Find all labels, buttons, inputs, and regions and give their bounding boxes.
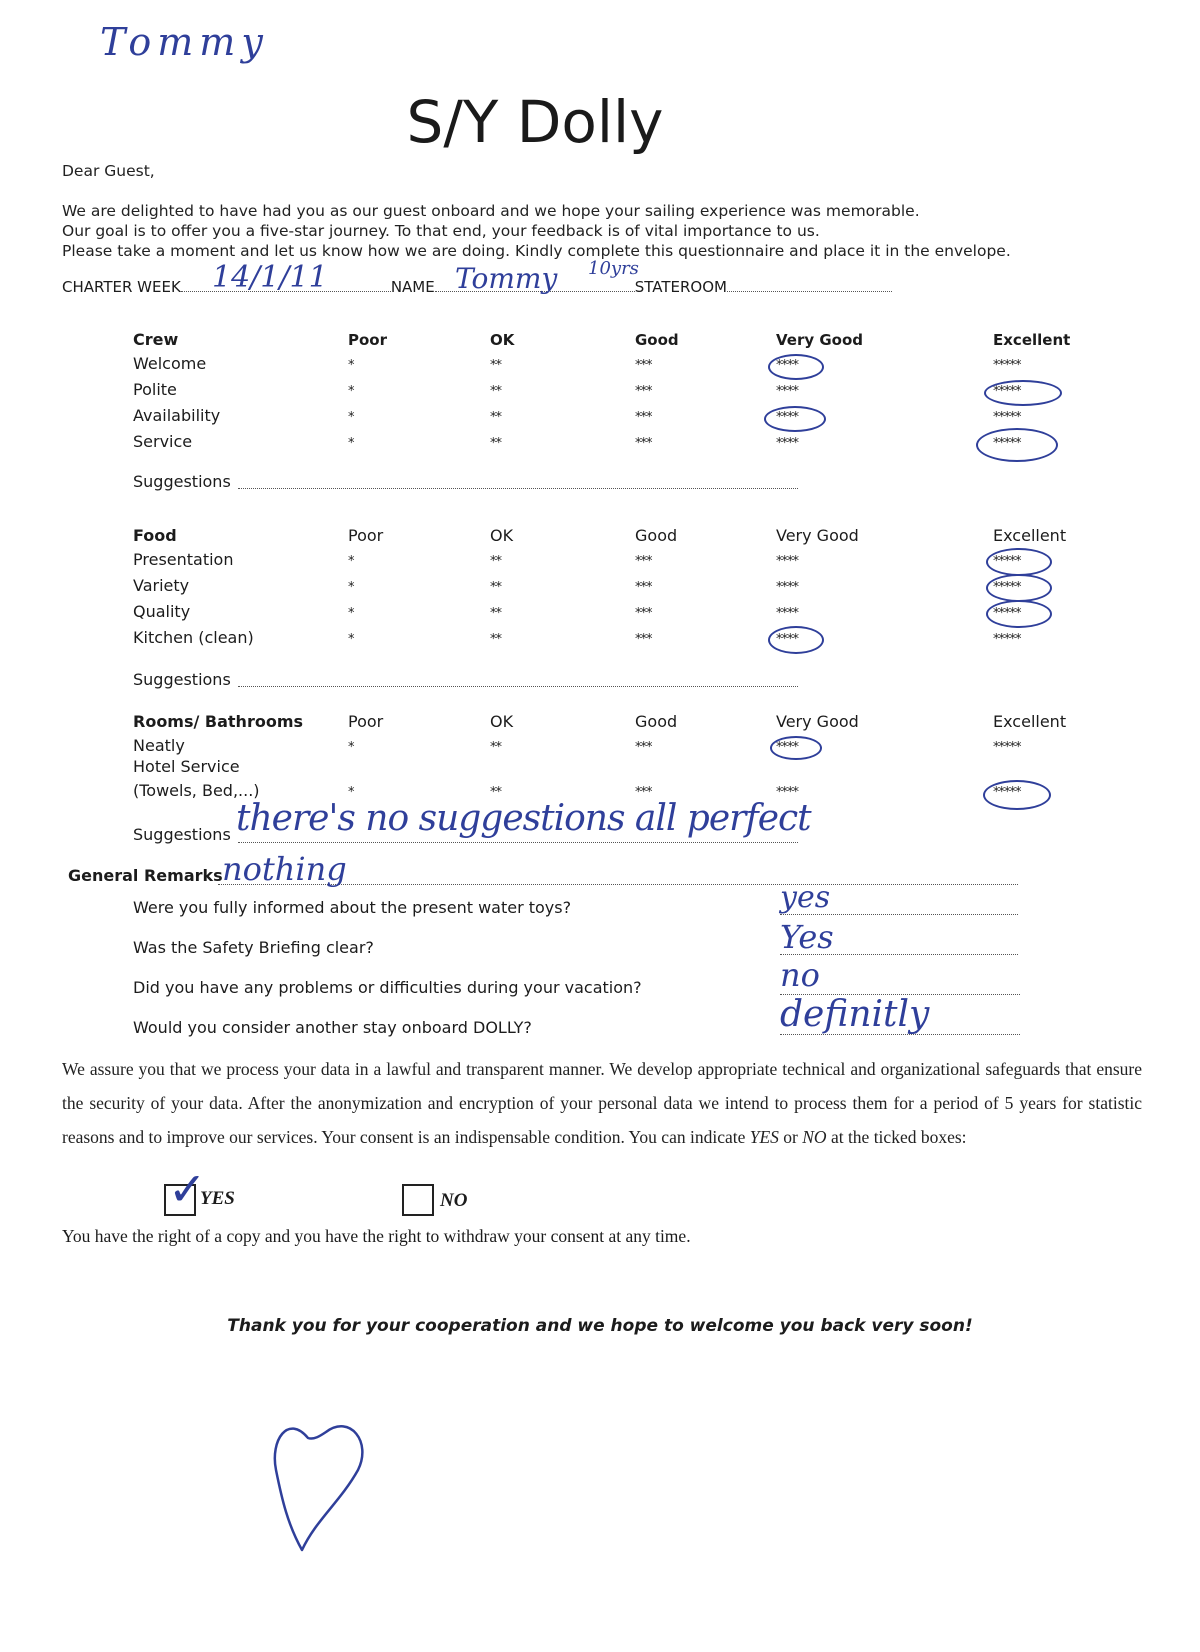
crew-welcome-2star[interactable]: ** bbox=[490, 358, 501, 373]
rooms-item-neatly: Neatly bbox=[133, 736, 185, 755]
crew-polite-3star[interactable]: *** bbox=[635, 384, 652, 399]
rooms-header-very-good: Very Good bbox=[776, 712, 859, 731]
crew-welcome-4star[interactable]: **** bbox=[776, 358, 798, 373]
rooms-item-hotel-service: Hotel Service bbox=[133, 757, 240, 776]
rooms-header-ok: OK bbox=[490, 712, 514, 731]
privacy-yes-word: YES bbox=[749, 1127, 779, 1147]
handwritten-safety-answer: Yes bbox=[780, 918, 834, 956]
rooms-neatly-3star[interactable]: *** bbox=[635, 740, 652, 755]
food-variety-2star[interactable]: ** bbox=[490, 580, 501, 595]
crew-section-title: Crew bbox=[133, 330, 179, 349]
food-suggestions-label: Suggestions bbox=[133, 670, 231, 689]
copy-right-notice: You have the right of a copy and you have the right to withdraw your consent at any time. bbox=[62, 1226, 691, 1246]
question-stay-again: Would you consider another stay onboard DOLLY? bbox=[133, 1018, 532, 1037]
food-presentation-3star[interactable]: *** bbox=[635, 554, 652, 569]
handwritten-name: Tommy bbox=[455, 262, 558, 295]
consent-no-checkbox[interactable] bbox=[402, 1184, 434, 1216]
handwritten-charter-week: 14/1/11 bbox=[212, 260, 328, 295]
food-presentation-5star[interactable]: ***** bbox=[993, 554, 1021, 569]
crew-polite-selection-mark bbox=[984, 380, 1062, 406]
food-quality-2star[interactable]: ** bbox=[490, 606, 501, 621]
stateroom-label: STATEROOM bbox=[634, 278, 727, 296]
food-kitchen-5star[interactable]: ***** bbox=[993, 632, 1021, 647]
crew-item-welcome: Welcome bbox=[133, 354, 207, 373]
rooms-hotel-5star[interactable]: ***** bbox=[993, 785, 1021, 800]
crew-header-good: Good bbox=[635, 331, 679, 349]
food-variety-5star[interactable]: ***** bbox=[993, 580, 1021, 595]
crew-availability-5star[interactable]: ***** bbox=[993, 410, 1021, 425]
crew-availability-3star[interactable]: *** bbox=[635, 410, 652, 425]
food-kitchen-4star[interactable]: **** bbox=[776, 632, 798, 647]
rooms-neatly-4star[interactable]: **** bbox=[776, 740, 798, 755]
food-kitchen-1star[interactable]: * bbox=[348, 632, 354, 647]
rooms-header-excellent: Excellent bbox=[993, 712, 1067, 731]
crew-header-poor: Poor bbox=[348, 331, 388, 349]
crew-service-4star[interactable]: **** bbox=[776, 436, 798, 451]
rooms-hotel-3star[interactable]: *** bbox=[635, 785, 652, 800]
charter-week-label: CHARTER WEEK bbox=[62, 278, 181, 296]
crew-header-very-good: Very Good bbox=[776, 331, 864, 349]
crew-header-ok: OK bbox=[490, 331, 515, 349]
handwritten-stay-again-answer: definitly bbox=[780, 994, 930, 1035]
rooms-header-poor: Poor bbox=[348, 712, 384, 731]
rooms-neatly-1star[interactable]: * bbox=[348, 740, 354, 755]
crew-item-service: Service bbox=[133, 432, 193, 451]
rooms-hotel-selection-mark bbox=[983, 780, 1051, 810]
crew-availability-2star[interactable]: ** bbox=[490, 410, 501, 425]
rooms-header-good: Good bbox=[635, 712, 678, 731]
heart-doodle-icon bbox=[268, 1410, 378, 1560]
food-item-variety: Variety bbox=[133, 576, 190, 595]
intro-line-2: Our goal is to offer you a five-star journey. To that end, your feedback is of vital importance to us. bbox=[62, 222, 820, 240]
food-header-good: Good bbox=[635, 526, 678, 545]
handwritten-water-toys-answer: yes bbox=[780, 880, 831, 915]
question-safety-briefing: Was the Safety Briefing clear? bbox=[133, 938, 374, 957]
crew-polite-1star[interactable]: * bbox=[348, 384, 354, 399]
crew-service-3star[interactable]: *** bbox=[635, 436, 652, 451]
crew-service-selection-mark bbox=[976, 428, 1058, 462]
page-title: S/Y Dolly bbox=[406, 88, 664, 156]
food-variety-selection-mark bbox=[986, 574, 1052, 602]
question-water-toys: Were you fully informed about the present water toys? bbox=[133, 898, 572, 917]
handwritten-top-name: Tommy bbox=[100, 20, 269, 64]
crew-suggestions-label: Suggestions bbox=[133, 472, 231, 491]
thank-you-note: Thank you for your cooperation and we hope to welcome you back very soon! bbox=[227, 1316, 973, 1336]
crew-polite-4star[interactable]: **** bbox=[776, 384, 798, 399]
rooms-section-title: Rooms/ Bathrooms bbox=[133, 712, 304, 731]
handwritten-problems-answer: no bbox=[780, 956, 820, 994]
food-quality-selection-mark bbox=[986, 600, 1052, 628]
privacy-or-word: or bbox=[778, 1127, 803, 1147]
food-presentation-4star[interactable]: **** bbox=[776, 554, 798, 569]
rooms-hotel-1star[interactable]: * bbox=[348, 785, 354, 800]
crew-service-1star[interactable]: * bbox=[348, 436, 354, 451]
intro-line-1: We are delighted to have had you as our guest onboard and we hope your sailing experience was memorable. bbox=[62, 202, 920, 220]
crew-availability-selection-mark bbox=[764, 406, 826, 432]
general-remarks-label: General Remarks bbox=[68, 866, 223, 885]
rooms-item-towels-bed: (Towels, Bed,...) bbox=[133, 781, 260, 800]
handwritten-rooms-suggestion: there's no suggestions all perfect bbox=[236, 798, 811, 839]
crew-item-availability: Availability bbox=[133, 406, 221, 425]
food-header-ok: OK bbox=[490, 526, 514, 545]
food-header-very-good: Very Good bbox=[776, 526, 859, 545]
privacy-text: We assure you that we process your data in a lawful and transparent manner. We develop appropriate technical and organizational safeguards that ensure the security of your data. After the anonymization and encryption of your personal data we intend to process them for a period of 5 years for statistic reasons and to improve our services. Your consent is an indispensable condition. You can indicate bbox=[62, 1059, 1142, 1147]
crew-availability-1star[interactable]: * bbox=[348, 410, 354, 425]
food-suggestions-field[interactable] bbox=[238, 674, 798, 687]
food-item-kitchen: Kitchen (clean) bbox=[133, 628, 254, 647]
food-header-excellent: Excellent bbox=[993, 526, 1067, 545]
crew-polite-5star[interactable]: ***** bbox=[993, 384, 1021, 399]
food-presentation-2star[interactable]: ** bbox=[490, 554, 501, 569]
crew-suggestions-field[interactable] bbox=[238, 476, 798, 489]
food-variety-4star[interactable]: **** bbox=[776, 580, 798, 595]
food-quality-1star[interactable]: * bbox=[348, 606, 354, 621]
food-presentation-1star[interactable]: * bbox=[348, 554, 354, 569]
rooms-hotel-2star[interactable]: ** bbox=[490, 785, 501, 800]
food-quality-3star[interactable]: *** bbox=[635, 606, 652, 621]
crew-service-5star[interactable]: ***** bbox=[993, 436, 1021, 451]
crew-welcome-1star[interactable]: * bbox=[348, 358, 354, 373]
food-header-poor: Poor bbox=[348, 526, 384, 545]
food-quality-4star[interactable]: **** bbox=[776, 606, 798, 621]
food-quality-5star[interactable]: ***** bbox=[993, 606, 1021, 621]
crew-welcome-3star[interactable]: *** bbox=[635, 358, 652, 373]
food-kitchen-selection-mark bbox=[768, 626, 824, 654]
intro-line-3: Please take a moment and let us know how we are doing. Kindly complete this questionnaire and place it in the envelope. bbox=[62, 242, 1011, 260]
rooms-neatly-2star[interactable]: ** bbox=[490, 740, 501, 755]
crew-header-excellent: Excellent bbox=[993, 331, 1071, 349]
rooms-suggestions-label: Suggestions bbox=[133, 825, 231, 844]
rooms-neatly-5star[interactable]: ***** bbox=[993, 740, 1021, 755]
rooms-hotel-4star[interactable]: **** bbox=[776, 785, 798, 800]
stateroom-field[interactable] bbox=[727, 291, 892, 292]
food-section-title: Food bbox=[133, 526, 177, 545]
food-variety-1star[interactable]: * bbox=[348, 580, 354, 595]
rooms-neatly-selection-mark bbox=[770, 736, 822, 760]
food-item-quality: Quality bbox=[133, 602, 191, 621]
crew-polite-2star[interactable]: ** bbox=[490, 384, 501, 399]
greeting: Dear Guest, bbox=[62, 162, 155, 180]
food-item-presentation: Presentation bbox=[133, 550, 234, 569]
privacy-no-word: NO bbox=[802, 1127, 827, 1147]
crew-welcome-5star[interactable]: ***** bbox=[993, 358, 1021, 373]
crew-service-2star[interactable]: ** bbox=[490, 436, 501, 451]
privacy-tail: at the ticked boxes: bbox=[826, 1127, 967, 1147]
handwritten-age: 10yrs bbox=[588, 258, 639, 279]
consent-no-label: NO bbox=[440, 1190, 468, 1211]
name-label: NAME bbox=[390, 278, 435, 296]
food-kitchen-3star[interactable]: *** bbox=[635, 632, 652, 647]
crew-welcome-selection-mark bbox=[768, 354, 824, 380]
question-problems: Did you have any problems or difficulties during your vacation? bbox=[133, 978, 642, 997]
crew-item-polite: Polite bbox=[133, 380, 177, 399]
consent-yes-label: YES bbox=[200, 1188, 235, 1209]
food-presentation-selection-mark bbox=[986, 548, 1052, 576]
crew-availability-4star[interactable]: **** bbox=[776, 410, 798, 425]
consent-yes-checkmark-icon: ✓ bbox=[168, 1162, 207, 1216]
handwritten-general-remarks: nothing bbox=[222, 850, 347, 888]
privacy-paragraph bbox=[62, 1052, 1142, 1154]
food-variety-3star[interactable]: *** bbox=[635, 580, 652, 595]
food-kitchen-2star[interactable]: ** bbox=[490, 632, 501, 647]
